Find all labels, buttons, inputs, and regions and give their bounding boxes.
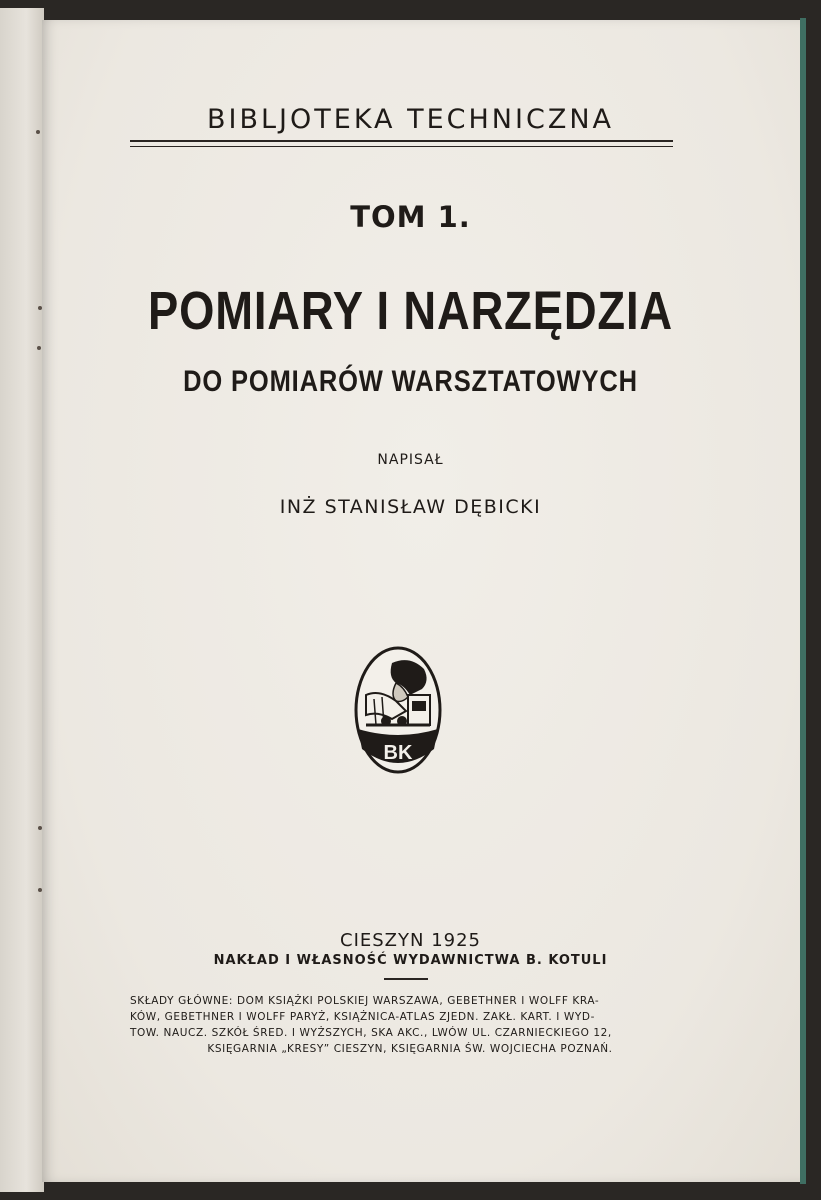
- stores-block: [130, 993, 690, 1057]
- stores-line: KSIĘGARNIA „KRESY” CIESZYN, KSIĘGARNIA ŚW. WOJCIECHA POZNAŃ.: [207, 1043, 613, 1055]
- volume-label: TOM 1.: [350, 200, 471, 234]
- city-year: CIESZYN 1925: [340, 930, 481, 951]
- bk-publisher-emblem-icon: [352, 645, 444, 775]
- svg-text:BK: BK: [383, 742, 413, 764]
- gutter-mark: [37, 346, 41, 350]
- gutter-mark: [38, 306, 42, 310]
- imprint-rule: [384, 978, 428, 980]
- series-title: BIBLJOTEKA TECHNICZNA: [207, 104, 614, 135]
- stores-line: TOW. NAUCZ. SZKÓŁ ŚRED. I WYŻSZYCH, SKA AKC., LWÓW UL. CZARNIECKIEGO 12,: [130, 1027, 612, 1039]
- stores-line: KÓW, GEBETHNER I WOLFF PARYŻ, KSIĄŻNICA-ATLAS ZJEDN. ZAKŁ. KART. I WYD-: [130, 1011, 595, 1023]
- left-page: [0, 8, 44, 1192]
- gutter-mark: [38, 888, 42, 892]
- author-name: INŻ STANISŁAW DĘBICKI: [279, 496, 542, 518]
- publisher-line: NAKŁAD I WŁASNOŚĆ WYDAWNICTWA B. KOTULI: [213, 953, 608, 968]
- series-rule: [130, 140, 673, 147]
- written-by-label: NAPISAŁ: [377, 452, 444, 468]
- stores-line: SKŁADY GŁÓWNE: DOM KSIĄŻKI POLSKIEJ WARSZAWA, GEBETHNER I WOLFF KRA-: [130, 995, 600, 1007]
- gutter-mark: [38, 826, 42, 830]
- page-edge: [800, 18, 806, 1184]
- book-title: POMIARY I NARZĘDZIA: [147, 281, 674, 341]
- book-subtitle: DO POMIARÓW WARSZTATOWYCH: [183, 365, 638, 398]
